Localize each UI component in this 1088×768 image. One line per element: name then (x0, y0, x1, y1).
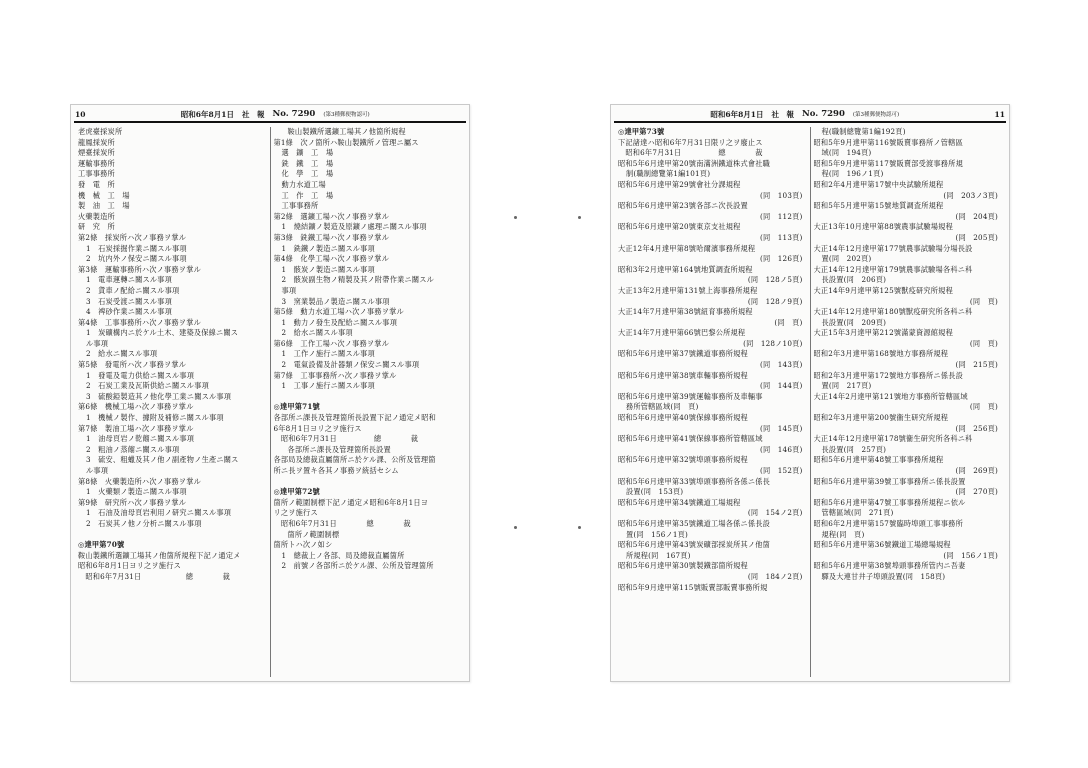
text-line: 長設置(同 257頁) (821, 444, 887, 454)
text-line: 昭和5年9月達甲第115號販賣部販賣事務所規 (618, 582, 768, 592)
text-line: 昭和2年3月達甲第168號地方事務所規程 (813, 349, 949, 359)
text-line: (同 128ノ5頁) (747, 275, 803, 285)
text-column (615, 127, 810, 677)
text-line: (同 頁) (969, 296, 998, 306)
text-line: 煙臺採炭所 (78, 148, 115, 158)
text-line: 昭和5年5月達甲第15號地質調査所規程 (813, 201, 944, 211)
notice-heading: ◎達甲第73號 (618, 127, 665, 136)
text-line: 1 工事ノ施行ニ關スル事項 (281, 381, 375, 391)
text-line: 第3條 運輸事務所ハ次ノ事務ヲ掌ル (78, 264, 201, 274)
text-line: 箇所ノ範圍制標下記ノ通定メ昭和6年8月1日ヨ (273, 497, 429, 507)
text-line: 第6條 工作工場ハ次ノ事務ヲ掌ル (273, 338, 390, 348)
text-line: 昭和5年6月達甲第38號埠頭事務所管内ニ吾妻 (813, 561, 966, 571)
header-center (710, 109, 899, 120)
text-line: 箇所ノ範圍制標 (287, 529, 340, 539)
text-line: 所規程(同 167頁) (626, 550, 691, 560)
text-line: 1 動力ノ發生及配給ニ關スル事項 (281, 317, 398, 327)
scan-mark (514, 526, 517, 529)
text-line: 運輸事務所 (78, 158, 115, 168)
text-line: 昭和5年6月達甲第47號工事事務所規程ニ依ル (813, 497, 966, 507)
text-line: 昭和2年4月達甲第17號中央試驗所規程 (813, 179, 944, 189)
text-column (810, 127, 1006, 677)
text-line: (同 204頁) (955, 211, 998, 221)
page-number: 10 (75, 109, 86, 119)
text-line: 昭和5年6月達甲第37號鐵道事務所規程 (618, 349, 748, 359)
text-line: 大正15年3月達甲第212號滿蒙資源館規程 (813, 328, 953, 338)
text-line: 1 炭礦構内ニ於ケル土木、建築及保線ニ關ス (86, 328, 239, 338)
text-line: 1 石炭採掘作業ニ關スル事項 (86, 243, 187, 253)
paper-title: 社 報 (241, 109, 265, 119)
text-line (274, 477, 463, 488)
text-line: (同 184ノ2頁) (747, 571, 803, 581)
text-line: 2 給水ニ關スル事項 (86, 349, 158, 359)
text-line: (同 113頁) (760, 232, 803, 242)
text-line: 第2條 選鑛工場ハ次ノ事務ヲ掌ル (273, 211, 390, 221)
text-line: 大正14年12月達甲第177號農事試驗場分場長設 (813, 243, 973, 253)
text-line: 3 硫酸錏製造其ノ他化學工業ニ關スル事項 (86, 391, 232, 401)
text-line: 大正12年4月達甲第8號哈爾濱事務所規程 (618, 243, 756, 253)
text-line: 昭和5年6月達甲第30號製鐵部箇所規程 (618, 561, 748, 571)
text-line: 第6條 機械工場ハ次ノ事務ヲ掌ル (78, 402, 194, 412)
scan-mark (578, 526, 581, 529)
text-line: 昭和5年6月達甲第29號會社分課規程 (618, 179, 741, 189)
text-line: 化 學 工 場 (281, 169, 334, 179)
text-line: (同 126頁) (760, 254, 803, 264)
text-line: 各部局及總裁直屬箇所ニ於ケル課、公所及管理箇 (273, 455, 436, 465)
text-line: 2 骸炭副生物ノ精製及其ノ附帶作業ニ關スル (281, 275, 435, 285)
text-line: 所ニ長ヲ置キ各其ノ事務ヲ統括セシム (273, 466, 399, 475)
text-line: 務所管轄區域(同 頁) (626, 402, 699, 412)
text-line: 昭和5年6月達甲第39號運輸事務所及車輛事 (618, 391, 763, 401)
text-line: 長設置(同 209頁) (821, 317, 887, 327)
text-line: ル事項 (86, 466, 109, 475)
text-line: 域(同 194頁) (821, 148, 872, 158)
text-line: 2 電氣設備及計器類ノ保安ニ關スル事項 (281, 360, 420, 370)
text-line: (同 103頁) (760, 190, 803, 200)
text-line: 動力水道工場 (281, 179, 326, 189)
header-rule (614, 121, 1006, 123)
text-line: 下記諸達ハ昭和6年7月31日限リ之ヲ廢止ス (618, 137, 763, 147)
header-center (181, 109, 370, 120)
text-line: (同 112頁) (760, 211, 803, 221)
text-line: 2 粗油ノ蒸餾ニ關スル事項 (86, 444, 180, 454)
page-number: 11 (994, 109, 1005, 119)
scan-mark (514, 216, 517, 219)
text-line: 置(同 202頁) (821, 254, 872, 264)
text-line: 火藥製造所 (78, 211, 115, 221)
scan-mark (578, 216, 581, 219)
text-line: 置(同 156ノ1頁) (626, 529, 689, 539)
text-line: 1 火藥類ノ製造ニ關スル事項 (86, 487, 187, 497)
text-line: 第5條 動力水道工場ハ次ノ事務ヲ掌ル (273, 307, 404, 317)
text-line: 昭和6年2月達甲第157號臨時埠頭工事事務所 (813, 518, 963, 528)
text-line: 第5條 發電所ハ次ノ事務ヲ掌ル (78, 360, 187, 370)
notice-heading: ◎達甲第70號 (78, 540, 125, 550)
text-line: 置(同 217頁) (821, 381, 872, 391)
notice-heading: ◎達甲第71號 (273, 402, 320, 412)
text-line: 昭和5年6月達甲第36號鐵道工場總場規程 (813, 540, 951, 550)
text-line: 大正13年2月達甲第131號上海事務所規程 (618, 285, 758, 295)
text-column (75, 127, 270, 677)
text-line (274, 392, 463, 403)
header-rule (74, 121, 466, 123)
text-line: 設置(同 153頁) (626, 487, 684, 497)
right-page-header (615, 107, 1005, 121)
postal-note: (第3種郵便物認可) (852, 112, 900, 118)
text-line: (同 156ノ1頁) (943, 550, 998, 560)
text-line: 昭和5年6月達甲第40號保線事務所規程 (618, 413, 748, 423)
text-line: 1 發電及電力供給ニ關スル事項 (86, 370, 195, 380)
text-line: 各部所ニ課長及管理箇所長設置 (287, 444, 391, 454)
text-line: 銑 鐵 工 場 (281, 158, 334, 168)
text-line: 昭和5年6月達甲第41號保線事務所管轄區域 (618, 434, 763, 444)
text-line: (同 144頁) (760, 381, 803, 391)
text-line: 管轄區域(同 271頁) (821, 508, 894, 518)
text-line: 3 硫安、粗蠟及其ノ他ノ副產物ノ生產ニ關ス (86, 455, 239, 465)
text-line: 6年8月1日ヨリ之ヲ施行ス (273, 423, 362, 433)
text-line: 昭和5年9月達甲第116號販賣事務所ノ管轄區 (813, 137, 963, 147)
text-line (78, 530, 267, 541)
text-line: 2 石炭工業及瓦斯供給ニ關スル事項 (86, 381, 209, 391)
text-line: 大正13年10月達甲第88號農事試驗場規程 (813, 222, 953, 232)
text-line: 事項 (281, 285, 297, 295)
paper-title: 社 報 (771, 109, 795, 119)
text-line: 規程(同 頁) (821, 529, 865, 539)
text-line: (同 146頁) (760, 444, 803, 454)
text-line: 發 電 所 (78, 179, 115, 189)
left-page-header (75, 107, 465, 121)
text-line: 長設置(同 206頁) (821, 275, 887, 285)
text-line: 第7條 工事事務所ハ次ノ事務ヲ掌ル (273, 370, 397, 380)
postal-note: (第3種郵便物認可) (323, 112, 370, 118)
text-line: 各部所ニ課長及管理箇所長設置下記ノ通定メ昭和 (273, 413, 437, 423)
text-line: 大正14年2月達甲第121號地方事務所管轄區域 (813, 391, 968, 401)
text-line: 第9條 研究所ハ次ノ事務ヲ掌ル (78, 497, 187, 507)
text-line: 昭和6年7月31日 總 裁 (273, 518, 411, 528)
right-page (610, 104, 1010, 682)
text-line: 2 貨車ノ配給ニ關スル事項 (86, 285, 180, 295)
text-line: 工 作 工 場 (281, 190, 334, 200)
text-line: (同 154ノ2頁) (747, 508, 803, 518)
text-line: 工事事務所 (281, 201, 319, 211)
text-line: 鞍山製鐵所選鑛工場其ノ他箇所規程 (287, 127, 406, 136)
text-line: リ之ヲ施行ス (273, 508, 318, 518)
text-line: (同 143頁) (760, 360, 803, 370)
text-line: 程(職制總覽第1編192頁) (821, 127, 906, 136)
text-line: 昭和5年6月達甲第48號工事事務所規程 (813, 455, 944, 465)
text-line: (同 128ノ9頁) (747, 296, 803, 306)
issue-number: No. 7290 (272, 109, 316, 119)
text-line: (同 256頁) (955, 423, 998, 433)
text-line: 1 電車運轉ニ關スル事項 (86, 275, 173, 285)
text-line: (同 頁) (969, 402, 998, 412)
text-line: 昭和2年3月達甲第172號地方事務所ニ係長設 (813, 370, 963, 380)
text-line: 2 給水ニ關スル事項 (281, 328, 353, 338)
text-line: 1 機械ノ製作、據附及補修ニ關スル事項 (86, 413, 224, 423)
text-line: 第1條 次ノ箇所ハ鞍山製鐵所ノ管理ニ屬ス (273, 137, 419, 147)
text-line: 昭和5年6月達甲第39號工事事務所ニ係長設置 (813, 476, 966, 486)
issue-number: No. 7290 (802, 109, 845, 119)
text-line: (同 270頁) (955, 487, 998, 497)
text-line: 昭和6年8月1日ヨリ之ヲ施行ス (78, 561, 181, 571)
text-line: 選 鑛 工 場 (281, 148, 334, 158)
left-page (70, 104, 470, 682)
text-line: 老虎臺採炭所 (78, 127, 123, 136)
text-line: 2 前號ノ各部所ニ於ケル課、公所及管理箇所 (281, 561, 434, 571)
text-line: 昭和5年6月達甲第35號鐵道工場各係ニ係長設 (618, 518, 771, 528)
text-line: 昭和3年2月達甲第164號地質調査所規程 (618, 264, 753, 274)
text-line: 3 石炭受渡ニ關スル事項 (86, 296, 173, 306)
text-line: 箇所トハ次ノ如シ (273, 540, 333, 550)
text-line: (同 205頁) (955, 232, 998, 242)
text-line: 1 骸炭ノ製造ニ關スル事項 (281, 264, 375, 274)
text-line: (同 頁) (774, 317, 803, 327)
text-line: 昭和6年7月31日 總 裁 (618, 148, 763, 158)
text-line: 1 工作ノ施行ニ關スル事項 (281, 349, 375, 359)
text-line: 昭和2年3月達甲第200號衞生研究所規程 (813, 413, 949, 423)
text-line: 大正14年12月達甲第179號農事試驗場各科ニ科 (813, 264, 973, 274)
text-line: 程(同 196ノ1頁) (821, 169, 884, 179)
text-line: (同 145頁) (760, 423, 803, 433)
text-line: 昭和6年7月31日 總 裁 (78, 571, 231, 581)
text-line: 第8條 火藥製造所ハ次ノ事務ヲ掌ル (78, 476, 201, 486)
text-line: (同 215頁) (955, 360, 998, 370)
text-line: 制(職制總覽第1編101頁) (626, 169, 711, 179)
text-line: 第4條 化學工場ハ次ノ事務ヲ掌ル (273, 254, 390, 264)
text-line: 大正14年7月達甲第66號巴黎公所規程 (618, 328, 746, 338)
text-line: 1 燒結鑛ノ製造及原鑛ノ處理ニ關スル事項 (281, 222, 427, 232)
text-line: (同 203ノ3頁) (943, 190, 998, 200)
text-column (270, 127, 466, 677)
text-line: 1 銑鐵ノ製造ニ關スル事項 (281, 243, 375, 253)
text-columns (615, 127, 1005, 677)
text-line: 製 油 工 場 (78, 201, 130, 211)
text-line: 機 械 工 場 (78, 190, 130, 200)
text-line: 2 坑内外ノ保安ニ關スル事項 (86, 254, 187, 264)
text-line: 昭和5年6月達甲第20號東京支社規程 (618, 222, 741, 232)
text-line: 大正14年12月達甲第178號衞生研究所各科ニ科 (813, 434, 973, 444)
text-line: (同 269頁) (955, 466, 998, 475)
text-line: 研 究 所 (78, 222, 115, 232)
text-line: 2 石炭其ノ他ノ分析ニ關スル事項 (86, 518, 202, 528)
text-line: 大正14年7月達甲第38號紐育事務所規程 (618, 307, 753, 317)
text-line: 3 窯業製品ノ製造ニ關スル事項 (281, 296, 390, 306)
text-line: 第4條 工事事務所ハ次ノ事務ヲ掌ル (78, 317, 201, 327)
text-columns (75, 127, 465, 677)
issue-date: 昭和6年8月1日 (180, 109, 234, 119)
text-line: 昭和5年6月達甲第20號南滿洲鐵道株式會社職 (618, 158, 771, 168)
text-line: 鞍山製鐵所選鑛工場其ノ他箇所規程下記ノ通定メ (78, 550, 241, 560)
issue-date: 昭和6年8月1日 (710, 109, 764, 119)
text-line: 昭和5年6月達甲第23號各部ニ次長設置 (618, 201, 748, 211)
text-line: 1 油母頁岩ノ乾餾ニ關スル事項 (86, 434, 195, 444)
text-line: 昭和5年6月達甲第43號炭礦部採炭所其ノ他箇 (618, 540, 771, 550)
text-line: 第7條 製油工場ハ次ノ事務ヲ掌ル (78, 423, 194, 433)
text-line: 4 裨砂作業ニ關スル事項 (86, 307, 173, 317)
text-line: 1 總裁上ノ各部、局及總裁直屬箇所 (281, 550, 405, 560)
text-line: 驛及大連甘井子埠頭設置(同 158頁) (821, 571, 946, 581)
text-line: 工事事務所 (78, 169, 115, 179)
text-line: 昭和5年6月達甲第33號埠頭事務所各係ニ係長 (618, 476, 771, 486)
text-line: 昭和5年6月達甲第32號埠頭事務所規程 (618, 455, 748, 465)
text-line: 大正14年9月達甲第125號獸疫研究所規程 (813, 285, 953, 295)
text-line: (同 128ノ10頁) (743, 338, 803, 348)
text-line: (同 頁) (969, 338, 998, 348)
text-line: 大正14年12月達甲第180號獸疫研究所各科ニ科 (813, 307, 973, 317)
text-line: 昭和5年9月達甲第117號販賣部受渡事務所規 (813, 158, 963, 168)
text-line: 第3條 銑鐵工場ハ次ノ事務ヲ掌ル (273, 232, 390, 242)
text-line: 昭和6年7月31日 總 裁 (273, 434, 419, 444)
text-line: 龍鳳採炭所 (78, 137, 115, 147)
text-line: ル事項 (86, 338, 109, 348)
text-line: 第2條 採炭所ハ次ノ事務ヲ掌ル (78, 232, 187, 242)
text-line: 1 石油及油母頁岩利用ノ研究ニ關スル事項 (86, 508, 232, 518)
text-line: 昭和5年6月達甲第34號鐵道工場規程 (618, 497, 741, 507)
notice-heading: ◎達甲第72號 (273, 487, 320, 497)
text-line: (同 152頁) (760, 466, 803, 475)
text-line: 昭和5年6月達甲第38號車輛事務所規程 (618, 370, 748, 380)
